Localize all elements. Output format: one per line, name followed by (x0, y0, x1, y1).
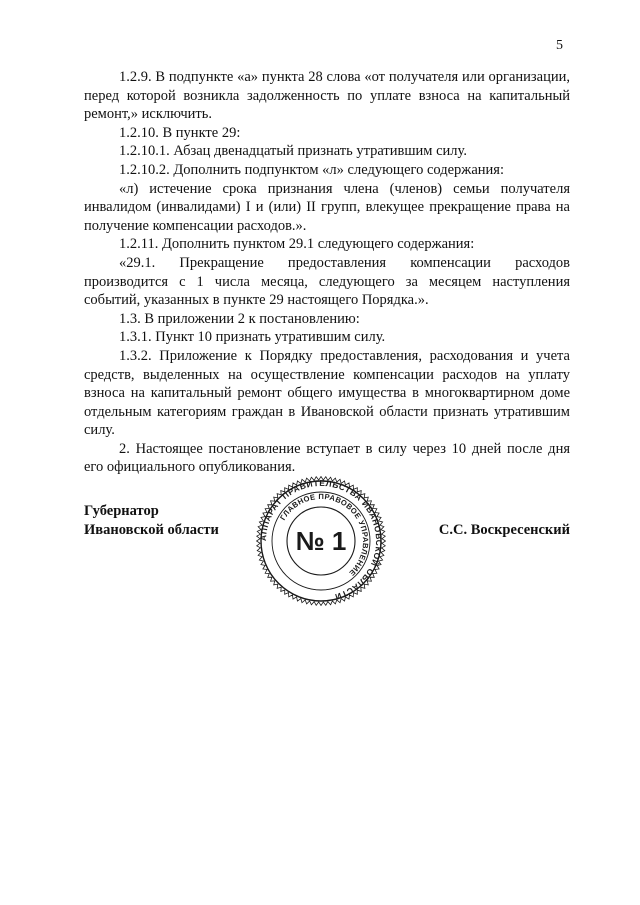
paragraph-1-3-1: 1.3.1. Пункт 10 признать утратившим силу. (119, 329, 386, 346)
paragraph-1-2-10-2: 1.2.10.2. Дополнить подпунктом «л» следующего содержания: (119, 161, 504, 178)
signatory-title-line2: Ивановской области (84, 522, 219, 538)
paragraph-quote-l: «л) истечение срока признания члена (членов) семьи получателя инвалидом (инвалидами) I и (или) II групп, влекущее прекращение права на получение компенсации расходов.». (84, 180, 570, 234)
paragraph-1-2-11: 1.2.11. Дополнить пунктом 29.1 следующего содержания: (119, 236, 475, 253)
stamp-inner-text: ГЛАВНОЕ ПРАВОВОЕ УПРАВЛЕНИЕ (278, 491, 371, 578)
paragraph-1-3-2: 1.3.2. Приложение к Порядку предоставления, расходования и учета средств, выделенных на осуществление компенсации расходов на уплату взноса на капитальный ремонт общего имущества в многоквартирном доме отдельным категориям граждан в Ивановской области признать утратившим силу. (84, 347, 570, 439)
signatory-name: С.С. Воскресенский (438, 522, 570, 538)
paragraph-2: 2. Настоящее постановление вступает в силу через 10 дней после дня его официального опубликования. (84, 440, 570, 476)
document-body (84, 68, 570, 477)
page-number: 5 (556, 38, 563, 53)
paragraph-1-2-10: 1.2.10. В пункте 29: (119, 124, 241, 141)
paragraph-1-2-9: 1.2.9. В подпункте «а» пункта 28 слова «от получателя или организации, перед которой возникла задолженность по уплате взноса на капитальный ремонт,» исключить. (84, 69, 570, 123)
signatory-title (84, 502, 219, 540)
paragraph-1-3: 1.3. В приложении 2 к постановлению: (119, 310, 360, 327)
official-stamp (256, 476, 386, 606)
paragraph-quote-29-1: «29.1. Прекращение предоставления компенсации расходов производится с 1 числа месяца, следующего за месяцем наступления событий, указанных в пункте 29 настоящего Порядка.». (84, 254, 570, 309)
signatory-title-line1: Губернатор (84, 503, 159, 519)
stamp-outer-text: АППАРАТ ПРАВИТЕЛЬСТВА ИВАНОВСКОЙ ОБЛАСТИ (257, 477, 385, 603)
signature-block (84, 477, 570, 610)
stamp-center-number: № 1 (295, 526, 347, 556)
paragraph-1-2-10-1: 1.2.10.1. Абзац двенадцатый признать утратившим силу. (119, 143, 467, 160)
